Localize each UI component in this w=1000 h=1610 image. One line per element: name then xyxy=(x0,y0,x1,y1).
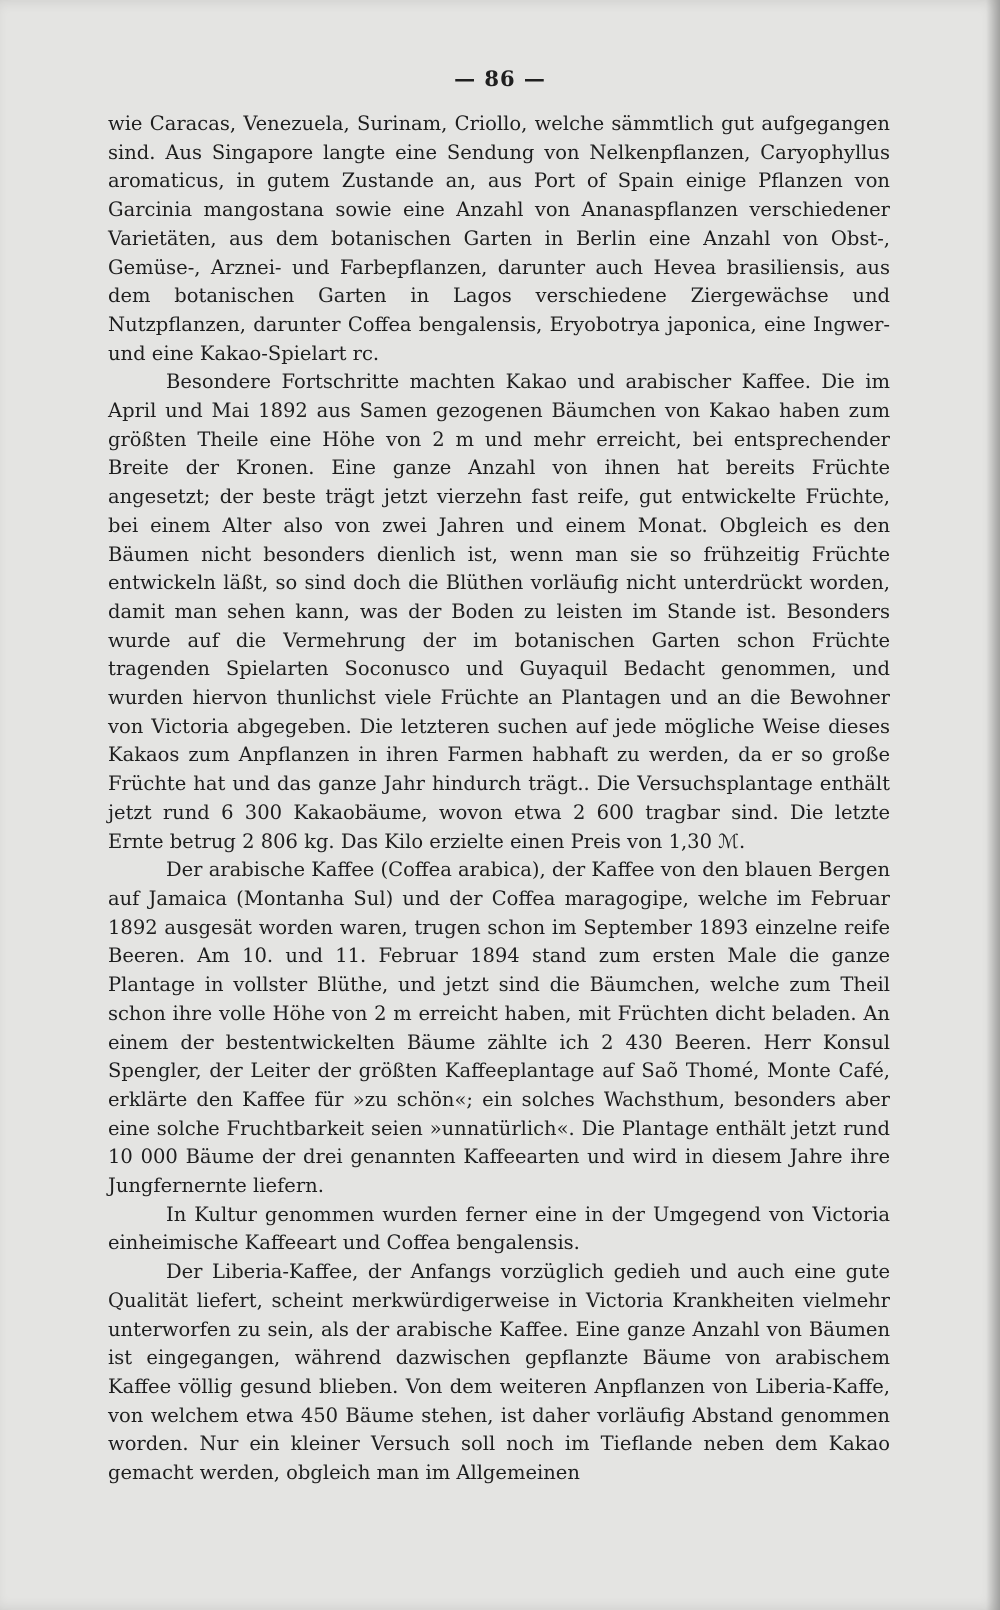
paragraph-1: wie Caracas, Venezuela, Surinam, Criollo, welche sämmtlich gut aufgegangen sind. Aus Singapore langte eine Sendung von Nelkenpflanzen, Caryophyllus aromaticus, in gutem Zustande an, aus Port of Spain einige Pflanzen von Garcinia mangostana sowie eine Anzahl von Ananaspflanzen verschiedener Varietäten, aus dem botanischen Garten in Berlin eine Anzahl von Obst-, Gemüse-, Arznei- und Farbepflanzen, darunter auch Hevea brasiliensis, aus dem botanischen Garten in Lagos verschiedene Ziergewächse und Nutzpflanzen, darunter Coffea bengalensis, Eryobotrya japonica, eine Ingwer- und eine Kakao-Spielart rc. xyxy=(108,112,890,365)
page-body xyxy=(108,110,890,1488)
paragraph-2: Besondere Fortschritte machten Kakao und arabischer Kaffee. Die im April und Mai 1892 aus Samen gezogenen Bäumchen von Kakao haben zum größten Theile eine Höhe von 2 m und mehr erreicht, bei entsprechender Breite der Kronen. Eine ganze Anzahl von ihnen hat bereits Früchte angesetzt; der beste trägt jetzt vierzehn fast reife, gut entwickelte Früchte, bei einem Alter also von zwei Jahren und einem Monat. Obgleich es den Bäumen nicht besonders dienlich ist, wenn man sie so frühzeitig Früchte entwickeln läßt, so sind doch die Blüthen vorläufig nicht unterdrückt worden, damit man sehen kann, was der Boden zu leisten im Stande ist. Besonders wurde auf die Vermehrung der im botanischen Garten schon Früchte tragenden Spielarten Soconusco und Guyaquil Bedacht genommen, und wurden hiervon thunlichst viele Früchte an Plantagen und an die Bewohner von Victoria abgegeben. Die letzteren suchen auf jede mögliche Weise dieses Kakaos zum Anpflanzen in ihren Farmen habhaft zu werden, da er so große Früchte hat und das ganze Jahr hindurch trägt.. Die Versuchsplantage enthält jetzt rund 6 300 Kakaobäume, wovon etwa 2 600 tragbar sind. Die letzte Ernte betrug 2 806 kg. Das Kilo erzielte einen Preis von 1,30 ℳ. xyxy=(108,370,890,853)
paragraph-3: Der arabische Kaffee (Coffea arabica), der Kaffee von den blauen Bergen auf Jamaica (Montanha Sul) und der Coffea maragogipe, welche im Februar 1892 ausgesät worden waren, trugen schon im September 1893 einzelne reife Beeren. Am 10. und 11. Februar 1894 stand zum ersten Male die ganze Plantage in vollster Blüthe, und jetzt sind die Bäumchen, welche zum Theil schon ihre volle Höhe von 2 m erreicht haben, mit Früchten dicht beladen. An einem der bestentwickelten Bäume zählte ich 2 430 Beeren. Herr Konsul Spengler, der Leiter der größten Kaffeeplantage auf Saõ Thomé, Monte Café, erklärte den Kaffee für »zu schön«; ein solches Wachsthum, besonders aber eine solche Fruchtbarkeit seien »unnatürlich«. Die Plantage enthält jetzt rund 10 000 Bäume der drei genannten Kaffeearten und wird in diesem Jahre ihre Jungfernernte liefern. xyxy=(108,858,891,1198)
paragraph-5: Der Liberia-Kaffee, der Anfangs vorzüglich gedieh und auch eine gute Qualität liefert, scheint merkwürdigerweise in Victoria Krankheiten vielmehr unterworfen zu sein, als der arabische Kaffee. Eine ganze Anzahl von Bäumen ist eingegangen, während dazwischen gepflanzte Bäume von arabischem Kaffee völlig gesund blieben. Von dem weiteren Anpflanzen von Liberia-Kaffe, von welchem etwa 450 Bäume stehen, ist daher vorläufig Abstand genommen worden. Nur ein kleiner Versuch soll noch im Tieflande neben dem Kakao gemacht werden, obgleich man im Allgemeinen xyxy=(108,1260,890,1485)
page-edge-shadow xyxy=(986,0,1000,1610)
page-number: — 86 — xyxy=(454,66,546,91)
paragraph-4: In Kultur genommen wurden ferner eine in der Umgegend von Victoria einheimische Kaffeeart und Coffea bengalensis. xyxy=(108,1202,890,1255)
